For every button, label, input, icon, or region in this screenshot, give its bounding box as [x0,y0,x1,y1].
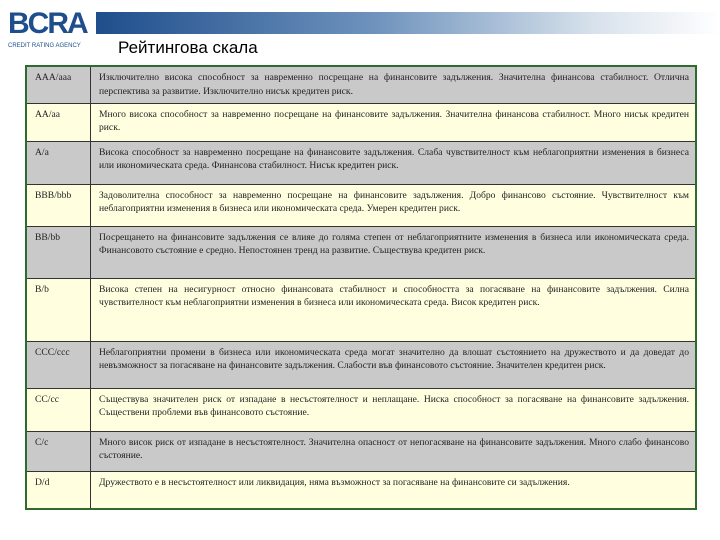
rating-code: AA/aa [26,103,91,141]
rating-description: Висока способност за навременно посрещане на финансовите задължения. Слаба чувствителност към неблагоприятни изменения в бизнеса или икономическата среда. Финансова стабилност. Нисък кредитен риск. [91,141,697,184]
rating-description: Задоволителна способност за навременно посрещане на финансовите задължения. Добро финансово състояние. Чувствителност към неблагоприятни изменения в бизнеса или икономическата среда. Умерен кредитен риск. [91,184,697,226]
rating-code: C/c [26,431,91,471]
table-row [26,226,696,278]
rating-code: B/b [26,278,91,341]
table-row [26,66,696,103]
table-row [26,184,696,226]
table-row [26,388,696,431]
logo-subtitle: CREDIT RATING AGENCY [8,43,81,49]
logo-text: BCRA [8,7,87,40]
rating-code: BBB/bbb [26,184,91,226]
header-gradient-band [96,12,720,34]
rating-description: Съществува значителен риск от изпадане в несъстоятелност и неплащане. Ниска способност за погасяване на финансовите задължения. Съществени проблеми във финансовото състояние. [91,388,697,431]
rating-code: A/a [26,141,91,184]
table-row [26,341,696,388]
rating-description: Неблагоприятни промени в бизнеса или икономическата среда могат значително да влошат състоянието на дружеството и да доведат до невъзможност за погасяване на финансовите задължения. Слабости във финансовото състояние. Значителен кредитен риск. [91,341,697,388]
rating-description: Много висока способност за навременно посрещане на финансовите задължения. Значителна финансова стабилност. Много нисък кредитен риск. [91,103,697,141]
rating-code: D/d [26,471,91,509]
table-row [26,471,696,509]
page-title: Рейтингова скала [118,38,258,57]
table-row [26,103,696,141]
rating-code: BB/bb [26,226,91,278]
rating-description: Висока степен на несигурност относно финансовата стабилност и способността за погасяване на финансовите задължения. Силна чувствителност към неблагоприятни изменения в бизнеса или икономическата среда. Висок кредитен риск. [91,278,697,341]
table-row [26,431,696,471]
rating-description: Изключително висока способност за навременно посрещане на финансовите задължения. Значителна финансова стабилност. Отлична перспектива за развитие. Изключително нисък кредитен риск. [91,66,697,103]
bcra-logo [8,6,94,51]
table-row [26,278,696,341]
rating-description: Посрещането на финансовите задължения се влияе до голяма степен от неблагоприятните изменения в бизнеса или икономическата среда. Финансовото състояние е средно. Непостоянен тренд на развитие. Съществува кредитен риск. [91,226,697,278]
rating-scale-table [25,65,697,510]
rating-code: AAA/aaa [26,66,91,103]
rating-description: Много висок риск от изпадане в несъстоятелност. Значителна опасност от непогасяване на финансовите задължения. Много слабо финансово състояние. [91,431,697,471]
table-row [26,141,696,184]
rating-code: CC/cc [26,388,91,431]
rating-code: CCC/ccc [26,341,91,388]
rating-description: Дружеството е в несъстоятелност или ликвидация, няма възможност за погасяване на финансовите си задължения. [91,471,697,509]
